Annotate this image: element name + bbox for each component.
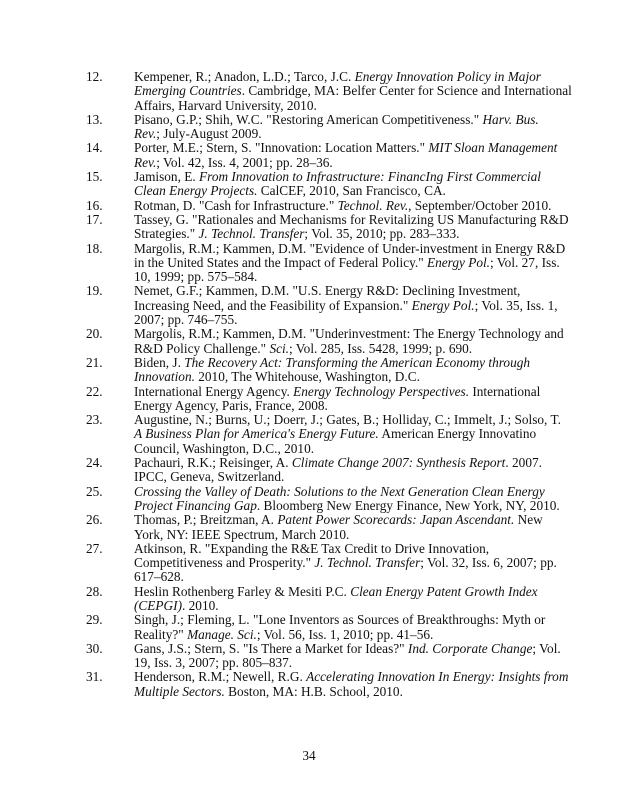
reference-line: [134, 342, 536, 356]
reference-line: [134, 254, 560, 270]
reference-item: [86, 455, 542, 485]
reference-line: [134, 685, 536, 699]
reference-title-italic: (CEPGI): [134, 597, 182, 613]
reference-item: [86, 169, 542, 199]
reference-line: [134, 184, 536, 198]
reference-line: [134, 227, 536, 241]
reference-line: [134, 455, 542, 471]
reference-text: 10, 1999; pp. 575–584.: [134, 269, 258, 285]
reference-text: Margolis, R.M.; Kammen, D.M. "Evidence of Under-investment in Energy R&D: [134, 240, 566, 256]
reference-line: [134, 83, 572, 99]
reference-title-italic: The Recovery Act: Transforming the American Economy through: [184, 354, 531, 370]
reference-line: [134, 326, 564, 342]
reference-text: R&D Policy Challenge.": [134, 340, 270, 356]
reference-number: 14.: [86, 140, 103, 156]
reference-line: [134, 512, 543, 528]
reference-title-italic: Clean Energy Projects.: [134, 183, 258, 199]
reference-item: [86, 326, 564, 356]
reference-line: [134, 284, 536, 298]
reference-item: [86, 111, 539, 142]
reference-number: 15.: [86, 169, 103, 185]
reference-text: 2007; pp. 746–755.: [134, 312, 238, 328]
reference-item: [86, 640, 561, 671]
reference-text: Kempener, R.; Anadon, L.D.; Tarco, J.C.: [134, 69, 355, 84]
reference-text: in the United States and the Impact of Federal Policy.": [134, 254, 427, 270]
reference-line: [134, 399, 536, 413]
reference-text: Jamison, E.: [134, 169, 200, 185]
reference-line: [134, 628, 536, 642]
reference-item: [86, 512, 543, 542]
reference-text: . Cambridge, MA: Belfer Center for Science and International: [241, 83, 572, 99]
reference-title-italic: Emerging Countries: [134, 83, 242, 99]
reference-item: [86, 197, 552, 213]
reference-title-italic: Innovation.: [134, 369, 195, 385]
reference-line: [134, 356, 536, 370]
reference-text: Biden, J.: [134, 354, 185, 370]
reference-text: Pachauri, R.K.; Reisinger, A.: [134, 455, 292, 471]
reference-text: Nemet, G.F.; Kammen, D.M. "U.S. Energy R&D: Declining Investment,: [134, 283, 521, 299]
reference-text: . Bloomberg New Energy Finance, New York, NY, 2010.: [256, 497, 560, 513]
reference-text: Margolis, R.M.; Kammen, D.M. "Underinvestment: The Energy Technology and: [134, 326, 564, 342]
reference-line: [134, 542, 536, 556]
reference-line: [134, 669, 569, 685]
reference-title-italic: A Business Plan for America's Energy Future.: [134, 426, 379, 442]
reference-number: 19.: [86, 283, 103, 299]
reference-number: 25.: [86, 483, 103, 499]
reference-text: Reality?": [134, 626, 188, 642]
reference-text: Strategies.": [134, 226, 199, 242]
reference-text: ; Vol. 285, Iss. 5428, 1999; p. 690.: [289, 340, 473, 356]
reference-number: 21.: [86, 354, 103, 370]
reference-line: [134, 197, 552, 213]
reference-number: 22.: [86, 383, 103, 399]
reference-text: Tassey, G. "Rationales and Mechanisms for Revitalizing US Manufacturing R&D: [134, 211, 569, 227]
reference-text: York, NY: IEEE Spectrum, March 2010.: [134, 526, 350, 542]
reference-line: [134, 528, 536, 542]
reference-text: ; Vol. 27, Iss.: [490, 254, 560, 270]
reference-line: [134, 169, 542, 185]
reference-title-italic: Technol. Rev.: [337, 197, 409, 213]
reference-text: , September/October 2010.: [408, 197, 552, 213]
reference-text: ; July-August 2009.: [156, 126, 262, 142]
reference-line: [134, 111, 539, 127]
reference-text: 19, Iss. 3, 2007; pp. 805–837.: [134, 655, 293, 671]
reference-number: 18.: [86, 240, 103, 256]
reference-line: [134, 585, 536, 599]
page-number: 34: [302, 748, 316, 763]
reference-list: [86, 69, 572, 699]
reference-line: [134, 442, 536, 456]
reference-title-italic: Sci.: [269, 340, 290, 356]
reference-item: [86, 211, 569, 242]
reference-title-italic: Patent Power Scorecards: Japan Ascendant.: [277, 512, 515, 528]
reference-line: [134, 383, 541, 399]
reference-item: [86, 140, 558, 170]
reference-item: [86, 356, 536, 385]
reference-title-italic: MIT Sloan Management: [428, 140, 558, 156]
reference-line: [134, 555, 557, 571]
reference-number: 29.: [86, 612, 103, 628]
reference-item: [86, 612, 546, 642]
reference-text: Competitiveness and Prosperity.": [134, 555, 315, 571]
reference-number: 30.: [86, 640, 103, 656]
reference-line: [134, 599, 536, 613]
reference-line: [134, 412, 561, 428]
reference-number: 12.: [86, 69, 103, 84]
reference-item: [86, 412, 561, 456]
reference-title-italic: Energy Technology Perspectives.: [293, 383, 470, 399]
reference-title-italic: Energy Innovation Policy in Major: [354, 69, 541, 84]
reference-line: [134, 497, 560, 513]
reference-text: Council, Washington, D.C., 2010.: [134, 440, 315, 456]
reference-item: [86, 483, 560, 514]
reference-number: 20.: [86, 326, 103, 342]
reference-text: ; Vol. 35, Iss. 1,: [474, 297, 558, 313]
reference-text: Gans, J.S.; Stern, S. "Is There a Market for Ideas?": [134, 640, 408, 656]
reference-number: 23.: [86, 412, 103, 428]
reference-text: 2010, The Whitehouse, Washington, D.C.: [194, 369, 420, 385]
reference-number: 27.: [86, 540, 103, 556]
reference-title-italic: Multiple Sectors.: [134, 683, 225, 699]
reference-text: International Energy Agency.: [134, 383, 294, 399]
reference-text: Atkinson, R. "Expanding the R&E Tax Credit to Drive Innovation,: [134, 540, 490, 556]
reference-item: [86, 669, 569, 699]
reference-text: . 2007.: [505, 455, 542, 471]
reference-item: [86, 283, 558, 328]
reference-line: [134, 140, 558, 156]
reference-number: 28.: [86, 583, 103, 599]
reference-title-italic: Manage. Sci.: [187, 626, 257, 642]
reference-text: IPCC, Geneva, Switzerland.: [134, 469, 285, 485]
reference-title-italic: Rev.: [134, 154, 157, 170]
reference-text: Affairs, Harvard University, 2010.: [134, 97, 317, 113]
reference-line: [134, 570, 536, 584]
reference-text: Boston, MA: H.B. School, 2010.: [224, 683, 403, 699]
reference-line: [134, 427, 536, 441]
reference-text: Porter, M.E.; Stern, S. "Innovation: Location Matters.": [134, 140, 429, 156]
reference-text: Heslin Rothenberg Farley & Mesiti P.C.: [134, 583, 351, 599]
reference-item: [86, 240, 566, 285]
reference-text: International: [469, 383, 541, 399]
reference-title-italic: Harv. Bus.: [482, 111, 539, 127]
reference-line: [134, 69, 541, 84]
reference-title-italic: From Innovation to Infrastructure: FinancIng First Commercial: [199, 169, 542, 185]
reference-text: Singh, J.; Fleming, L. "Lone Inventors as Sources of Breakthroughs: Myth or: [134, 612, 546, 628]
reference-title-italic: Climate Change 2007: Synthesis Report: [291, 455, 506, 471]
reference-text: CalCEF, 2010, San Francisco, CA.: [257, 183, 446, 199]
reference-text: 617–628.: [134, 569, 184, 585]
reference-number: 17.: [86, 211, 103, 227]
reference-text: Thomas, P.; Breitzman, A.: [134, 512, 278, 528]
reference-text: ; Vol. 42, Iss. 4, 2001; pp. 28–36.: [156, 154, 333, 170]
reference-text: New: [514, 512, 543, 528]
reference-text: American Energy Innovatino: [378, 426, 537, 442]
reference-title-italic: Rev.: [134, 126, 157, 142]
reference-line: [134, 313, 536, 327]
reference-title-italic: Accelerating Innovation In Energy: Insights from: [306, 669, 569, 685]
reference-line: [134, 656, 536, 670]
reference-number: 24.: [86, 455, 103, 471]
reference-title-italic: Crossing the Valley of Death: Solutions to the Next Generation Clean Energy: [134, 483, 545, 499]
reference-text: Rotman, D. "Cash for Infrastructure.": [134, 197, 338, 213]
reference-text: ; Vol. 32, Iss. 6, 2007; pp.: [420, 555, 557, 571]
reference-title-italic: Energy Pol.: [426, 254, 490, 270]
reference-line: [134, 156, 536, 170]
reference-item: [86, 69, 572, 113]
reference-item: [86, 540, 557, 585]
reference-number: 26.: [86, 512, 103, 528]
reference-line: [134, 270, 536, 284]
reference-line: [134, 612, 546, 628]
reference-text: Augustine, N.; Burns, U.; Doerr, J.; Gates, B.; Holliday, C.; Immelt, J.; Solso, T.: [134, 412, 561, 428]
reference-title-italic: J. Technol. Transfer: [314, 555, 421, 571]
reference-text: Increasing Need, and the Feasibility of Expansion.": [134, 297, 412, 313]
reference-text: Energy Agency, Paris, France, 2008.: [134, 397, 328, 413]
reference-line: [134, 211, 569, 227]
reference-line: [134, 370, 536, 384]
reference-line: [134, 297, 558, 313]
reference-line: [134, 483, 545, 499]
reference-item: [86, 383, 541, 414]
reference-number: 13.: [86, 111, 103, 127]
reference-text: ; Vol. 56, Iss. 1, 2010; pp. 41–56.: [256, 626, 434, 642]
reference-title-italic: Project Financing Gap: [134, 497, 257, 513]
reference-line: [134, 99, 536, 113]
reference-item: [86, 585, 536, 614]
reference-line: [134, 127, 536, 141]
reference-number: 31.: [86, 669, 103, 685]
reference-number: 16.: [86, 197, 103, 213]
reference-title-italic: J. Technol. Transfer: [198, 226, 305, 242]
reference-line: [134, 470, 536, 484]
reference-text: ; Vol.: [532, 640, 561, 656]
reference-text: . 2010.: [182, 597, 219, 613]
reference-title-italic: Energy Pol.: [411, 297, 475, 313]
reference-line: [134, 240, 566, 256]
reference-line: [134, 640, 561, 656]
reference-title-italic: Clean Energy Patent Growth Index: [350, 583, 538, 599]
reference-title-italic: Ind. Corporate Change: [407, 640, 533, 656]
reference-text: Henderson, R.M.; Newell, R.G.: [134, 669, 307, 685]
reference-text: ; Vol. 35, 2010; pp. 283–333.: [304, 226, 460, 242]
reference-text: Pisano, G.P.; Shih, W.C. "Restoring American Competitiveness.": [134, 111, 483, 127]
